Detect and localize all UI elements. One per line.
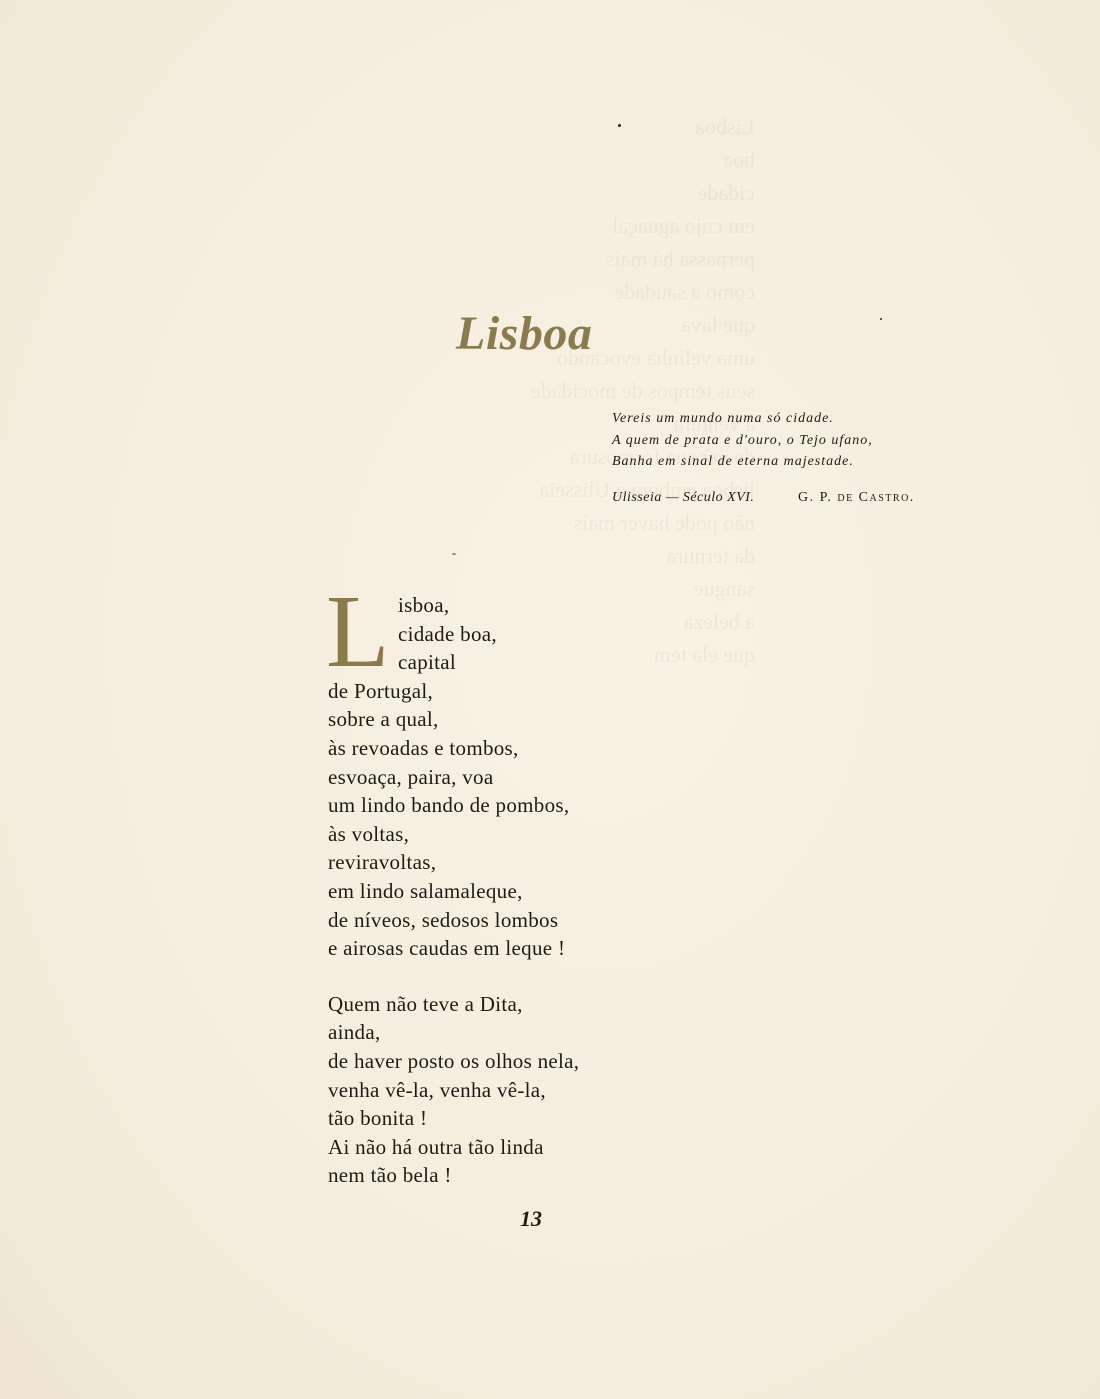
drop-cap: L bbox=[326, 574, 390, 689]
print-speck bbox=[452, 553, 456, 555]
poem-body bbox=[328, 591, 579, 1190]
poem-line: ainda, bbox=[328, 1020, 381, 1045]
poem-line: de Portugal, bbox=[328, 678, 434, 703]
print-speck bbox=[880, 318, 882, 320]
poem-line: esvoaça, paira, voa bbox=[328, 764, 494, 789]
poem-line: isboa, bbox=[398, 593, 450, 617]
epigraph-source: Ulisseia — Século XVI. bbox=[612, 490, 755, 505]
poem-line: às voltas, bbox=[328, 821, 410, 846]
epigraph-author: G. P. de Castro. bbox=[798, 490, 915, 505]
epigraph-line: A quem de prata e d'ouro, o Tejo ufano, bbox=[612, 432, 873, 448]
poem-line: sobre a qual, bbox=[328, 707, 439, 732]
poem-line: um lindo bando de pombos, bbox=[328, 793, 570, 818]
epigraph bbox=[612, 408, 942, 473]
page-title: Lisboa bbox=[456, 307, 593, 360]
print-speck bbox=[618, 124, 621, 127]
poem-line: capital bbox=[398, 650, 457, 675]
epigraph-line: Vereis um mundo numa só cidade. bbox=[612, 411, 834, 426]
poem-line: nem tão bela ! bbox=[328, 1163, 452, 1188]
poem-line: venha vê-la, venha vê-la, bbox=[328, 1077, 546, 1102]
poem-line: reviravoltas, bbox=[328, 850, 437, 875]
stanza-break bbox=[328, 963, 579, 990]
poem-line: de níveos, sedosos lombos bbox=[328, 907, 559, 932]
poem-line: e airosas caudas em leque ! bbox=[328, 936, 566, 961]
page-number: 13 bbox=[520, 1206, 542, 1231]
poem-line: Quem não teve a Dita, bbox=[328, 991, 523, 1016]
poem-line: em lindo salamaleque, bbox=[328, 878, 523, 903]
epigraph-credit bbox=[612, 490, 932, 506]
epigraph-line: Banha em sinal de eterna majestade. bbox=[612, 454, 854, 469]
poem-line: tão bonita ! bbox=[328, 1106, 428, 1131]
poem-line: de haver posto os olhos nela, bbox=[328, 1048, 580, 1073]
poem-line: Ai não há outra tão linda bbox=[328, 1134, 544, 1159]
poem-line: às revoadas e tombos, bbox=[328, 735, 519, 760]
poem-line: cidade boa, bbox=[398, 621, 497, 646]
